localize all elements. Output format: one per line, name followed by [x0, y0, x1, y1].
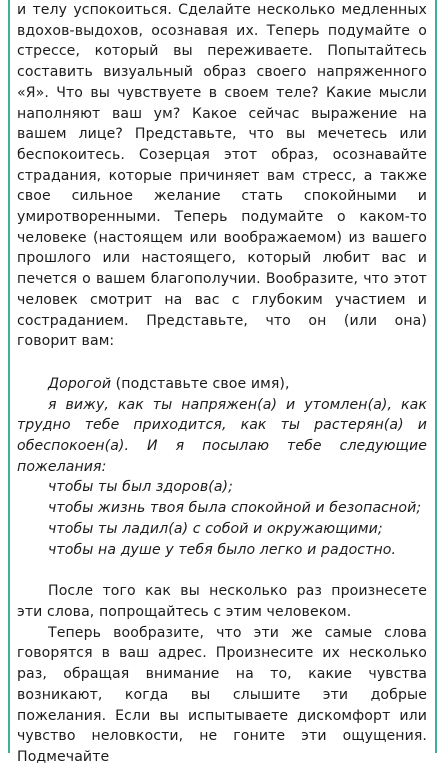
letter-greeting-note: (подставьте свое имя),: [111, 375, 290, 392]
left-margin-rule: [8, 0, 10, 753]
letter-body: я вижу, как ты напряжен(а) и утомлен(а), как трудно тебе приходится, как ты растерян(а) и обеспокоен(а). И я посылаю тебе следующие пожелания:: [17, 396, 427, 475]
wish-list: [17, 477, 427, 560]
letter-greeting: [17, 374, 427, 395]
wish-item: чтобы ты был здоров(а);: [48, 479, 234, 496]
paragraph-opening: и телу успокоиться. Сделайте несколько медленных вдохов-выдохов, осознавая их. Теперь подумайте о стрессе, который вы переживаете. Попытайтесь составить визуальный образ своего напряженного «Я». Что вы чувствуете в своем теле? Какие мысли наполняют ваш ум? Какое сейчас выражение на вашем лице? Представьте, что вы мечетесь или беспокоитесь. Созерцая этот образ, осознавайте страдания, которые причиняет вам стресс, а также свое сильное желание стать спокойными и умиротворенными. Теперь подумайте о каком-то человеке (настоящем или воображаемом) из вашего прошлого или настоящего, который любит вас и печется о вашем благополучии. Вообразите, что этот человек смотрит на вас с глубоким участием и состраданием. Представьте, что он (или она) говорит вам:: [17, 2, 427, 350]
letter-greeting-name: Дорогой: [48, 375, 112, 392]
right-margin-rule: [435, 0, 437, 753]
paragraph-self-address: Теперь вообразите, что эти же самые слова говорятся в ваш адрес. Произнесите их несколько раз, обращая внимание на то, какие чувства возникают, когда вы слышите эти добрые пожелания. Если вы испытываете дискомфорт или чувство неловкости, не гоните эти ощущения. Подмечайте: [17, 624, 427, 765]
paragraph-farewell: После того как вы несколько раз произнесете эти слова, попрощайтесь с этим человеком.: [17, 583, 427, 620]
page-text: [17, 0, 427, 768]
letter-block: [17, 374, 427, 560]
wish-item: чтобы жизнь твоя была спокойной и безопасной;: [48, 500, 422, 517]
wish-item: чтобы на душе у тебя было легко и радостно.: [48, 541, 397, 558]
wish-item: чтобы ты ладил(а) с собой и окружающими;: [48, 520, 383, 537]
